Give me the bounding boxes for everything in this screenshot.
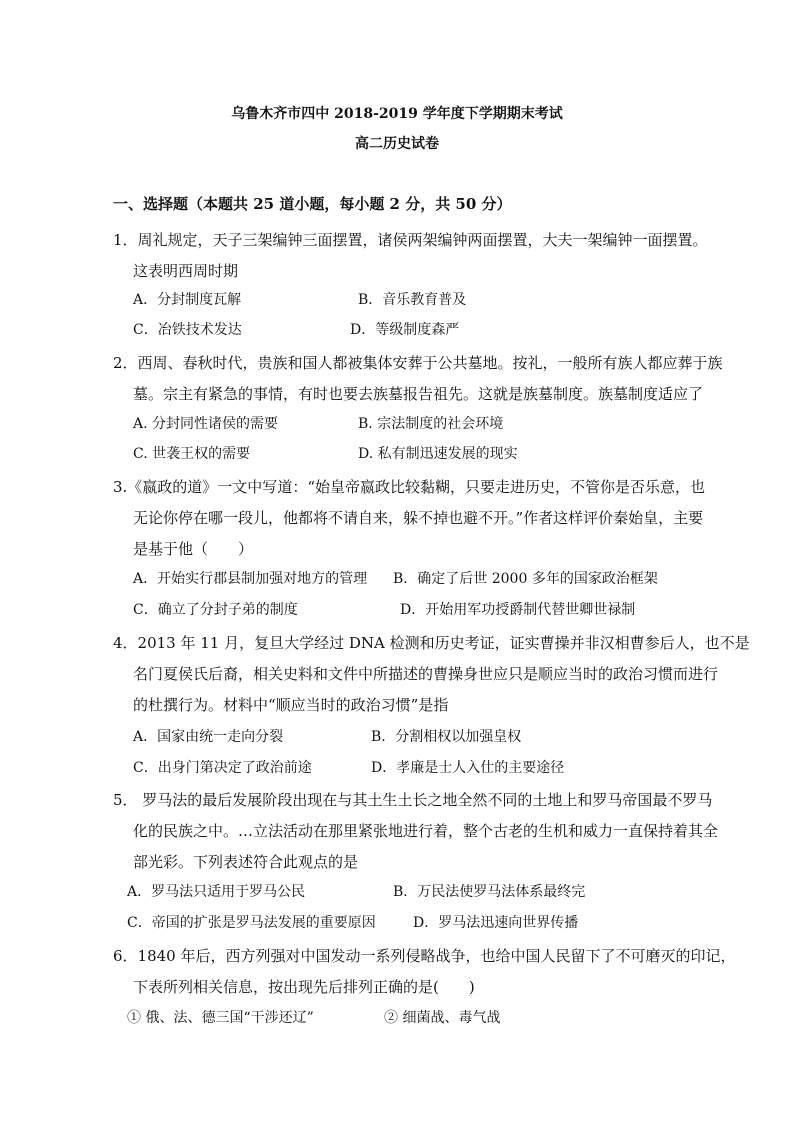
- exam-subtitle: 高二历史试卷: [355, 136, 439, 152]
- question-2-option-b: B. 宗法制度的社会环境: [358, 416, 504, 432]
- question-4-option-a: A．国家由统一走向分裂: [133, 729, 284, 745]
- question-4-option-d: D．孝廉是士人入仕的主要途径: [371, 760, 565, 776]
- question-1-option-b: B．音乐教育普及: [358, 292, 467, 308]
- question-3-option-a: A．开始实行郡县制加强对地方的管理: [133, 571, 368, 587]
- question-1-line-1: 1．周礼规定，天子三架编钟三面摆置，诸侯两架编钟两面摆置，大夫一架编钟一面摆置。: [113, 231, 708, 249]
- question-3-option-c: C．确立了分封子弟的制度: [133, 602, 298, 618]
- question-4-option-b: B．分割相权以加强皇权: [371, 729, 522, 745]
- question-5-option-c: C．帝国的扩张是罗马法发展的重要原因: [127, 915, 376, 931]
- question-2-option-c: C. 世袭王权的需要: [133, 446, 251, 462]
- question-2-option-d: D. 私有制迅速发展的现实: [358, 446, 518, 462]
- question-4-line-2: 名门夏侯氏后裔，相关史料和文件中所描述的曹操身世应只是顺应当时的政治习惯而进行: [133, 665, 719, 683]
- question-3-option-b: B．确定了后世 2000 多年的国家政治框架: [393, 571, 658, 587]
- question-6-line-1: 6．1840 年后，西方列强对中国发动一系列侵略战争，也给中国人民留下了不可磨灭的印记，: [113, 947, 736, 965]
- question-1-option-d: D．等级制度森严: [350, 322, 460, 338]
- question-5-option-d: D．罗马法迅速向世界传播: [413, 915, 579, 931]
- question-3-option-d: D．开始用军功授爵制代替世卿世禄制: [400, 602, 636, 618]
- question-1-option-c: C．冶铁技术发达: [133, 322, 242, 338]
- question-5-line-1: 5． 罗马法的最后发展阶段出现在与其土生土长之地全然不同的土地上和罗马帝国最不罗马: [113, 791, 713, 809]
- question-5-line-2: 化的民族之中。…立法活动在那里紧张地进行着，整个古老的生机和威力一直保持着其全: [133, 822, 719, 840]
- question-4-option-c: C．出身门第决定了政治前途: [133, 760, 312, 776]
- question-6-line-2: 下表所列相关信息，按出现先后排列正确的是( ): [133, 978, 475, 996]
- question-4-line-3: 的杜撰行为。材料中“顺应当时的政治习惯”是指: [133, 696, 449, 714]
- question-3-line-2: 无论你停在哪一段儿，他都将不请自来，躲不掉也避不开。”作者这样评价秦始皇，主要: [133, 509, 704, 527]
- section-heading: 一、选择题（本题共 25 道小题，每小题 2 分，共 50 分）: [113, 195, 512, 213]
- question-2-line-1: 2．西周、春秋时代，贵族和国人都被集体安葬于公共墓地。按礼，一般所有族人都应葬于族: [113, 354, 723, 372]
- question-6-item-2: ② 细菌战、毒气战: [384, 1010, 501, 1026]
- question-5-line-3: 部光彩。下列表述符合此观点的是: [133, 853, 359, 871]
- question-2-line-2: 墓。宗主有紧急的事情，有时也要去族墓报告祖先。这就是族墓制度。族墓制度适应了: [133, 385, 704, 403]
- question-1-line-2: 这表明西周时期: [133, 262, 239, 280]
- question-1-option-a: A．分封制度瓦解: [133, 292, 242, 308]
- exam-title: 乌鲁木齐市四中 2018-2019 学年度下学期期末考试: [231, 106, 563, 122]
- question-6-item-1: ① 俄、法、德三国“干涉还辽”: [127, 1010, 314, 1026]
- question-3-line-3: 是基于他（ ）: [133, 540, 254, 558]
- question-3-line-1: 3.《嬴政的道》一文中写道：“始皇帝嬴政比较黏糊，只要走进历史，不管你是否乐意，也: [113, 478, 705, 496]
- question-5-option-a: A．罗马法只适用于罗马公民: [127, 884, 306, 900]
- question-2-option-a: A. 分封同性诸侯的需要: [133, 416, 279, 432]
- question-5-option-b: B．万民法使罗马法体系最终完: [393, 884, 586, 900]
- question-4-line-1: 4．2013 年 11 月，复旦大学经过 DNA 检测和历史考证，证实曹操并非汉相曹参后人，也不是: [113, 634, 750, 652]
